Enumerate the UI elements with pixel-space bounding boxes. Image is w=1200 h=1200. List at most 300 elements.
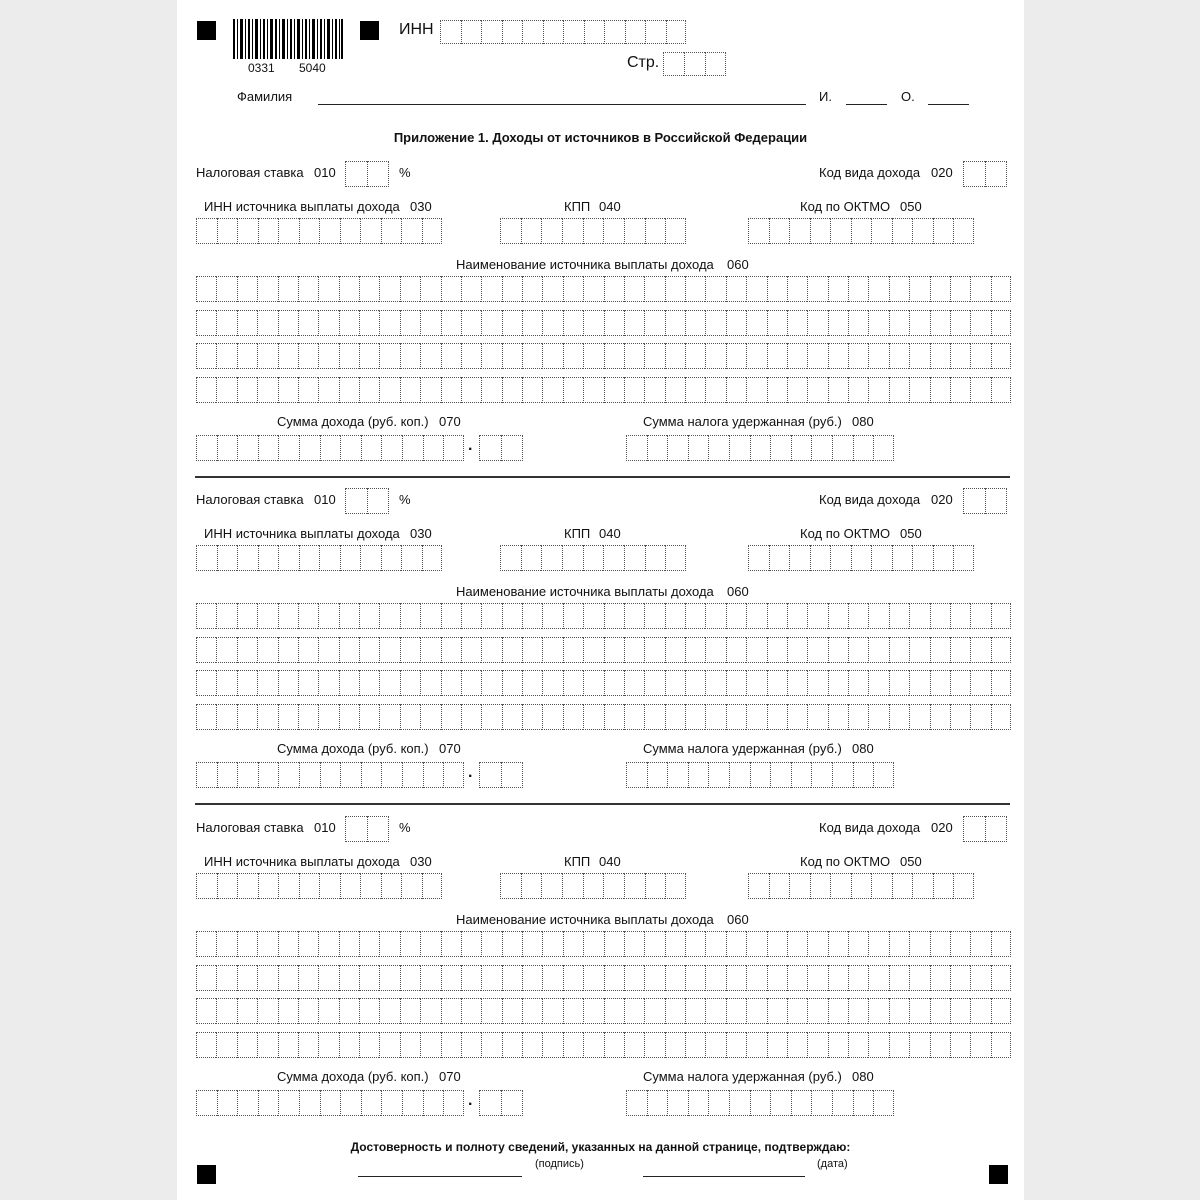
- input-cell[interactable]: [644, 670, 664, 696]
- input-cell[interactable]: [810, 545, 831, 571]
- input-cell[interactable]: [807, 965, 827, 991]
- input-cell[interactable]: [422, 218, 443, 244]
- input-cell[interactable]: [685, 603, 705, 629]
- input-cell[interactable]: [502, 276, 522, 302]
- input-cell[interactable]: [237, 1090, 258, 1116]
- source-name-field[interactable]: [196, 670, 1011, 696]
- input-cell[interactable]: [688, 762, 709, 788]
- input-cell[interactable]: [789, 218, 810, 244]
- input-cell[interactable]: [481, 704, 501, 730]
- date-field[interactable]: [643, 1176, 805, 1177]
- input-cell[interactable]: [909, 931, 929, 957]
- input-cell[interactable]: [950, 637, 970, 663]
- input-cell[interactable]: [848, 1032, 868, 1058]
- input-cell[interactable]: [624, 218, 645, 244]
- input-cell[interactable]: [216, 637, 236, 663]
- input-cell[interactable]: [705, 52, 726, 76]
- input-cell[interactable]: [767, 343, 787, 369]
- input-cell[interactable]: [278, 670, 298, 696]
- input-cell[interactable]: [726, 670, 746, 696]
- input-cell[interactable]: [420, 931, 440, 957]
- inn-source-field[interactable]: [196, 545, 442, 571]
- input-cell[interactable]: [950, 276, 970, 302]
- input-cell[interactable]: [873, 762, 894, 788]
- input-cell[interactable]: [708, 762, 729, 788]
- input-cell[interactable]: [665, 670, 685, 696]
- input-cell[interactable]: [339, 637, 359, 663]
- input-cell[interactable]: [583, 276, 603, 302]
- input-cell[interactable]: [950, 377, 970, 403]
- input-cell[interactable]: [868, 377, 888, 403]
- input-cell[interactable]: [807, 343, 827, 369]
- income-sum-kop-field[interactable]: [479, 762, 523, 788]
- input-cell[interactable]: [626, 762, 647, 788]
- input-cell[interactable]: [320, 1090, 341, 1116]
- input-cell[interactable]: [541, 545, 562, 571]
- input-cell[interactable]: [196, 998, 216, 1024]
- input-cell[interactable]: [299, 873, 320, 899]
- input-cell[interactable]: [828, 603, 848, 629]
- input-cell[interactable]: [345, 161, 367, 187]
- input-cell[interactable]: [522, 276, 542, 302]
- input-cell[interactable]: [767, 377, 787, 403]
- input-cell[interactable]: [481, 377, 501, 403]
- input-cell[interactable]: [746, 1032, 766, 1058]
- input-cell[interactable]: [298, 998, 318, 1024]
- input-cell[interactable]: [401, 873, 422, 899]
- input-cell[interactable]: [278, 998, 298, 1024]
- input-cell[interactable]: [340, 218, 361, 244]
- input-cell[interactable]: [909, 637, 929, 663]
- input-cell[interactable]: [361, 435, 382, 461]
- input-cell[interactable]: [481, 20, 502, 44]
- input-cell[interactable]: [196, 637, 216, 663]
- input-cell[interactable]: [853, 762, 874, 788]
- input-cell[interactable]: [970, 276, 990, 302]
- input-cell[interactable]: [665, 343, 685, 369]
- input-cell[interactable]: [930, 637, 950, 663]
- input-cell[interactable]: [481, 276, 501, 302]
- input-cell[interactable]: [542, 276, 562, 302]
- input-cell[interactable]: [868, 931, 888, 957]
- input-cell[interactable]: [339, 931, 359, 957]
- input-cell[interactable]: [481, 998, 501, 1024]
- input-cell[interactable]: [726, 965, 746, 991]
- input-cell[interactable]: [787, 931, 807, 957]
- input-cell[interactable]: [624, 343, 644, 369]
- input-cell[interactable]: [685, 343, 705, 369]
- input-cell[interactable]: [367, 161, 389, 187]
- input-cell[interactable]: [909, 310, 929, 336]
- input-cell[interactable]: [217, 435, 238, 461]
- tax-sum-field[interactable]: [626, 435, 894, 461]
- input-cell[interactable]: [970, 637, 990, 663]
- input-cell[interactable]: [502, 343, 522, 369]
- input-cell[interactable]: [216, 704, 236, 730]
- input-cell[interactable]: [379, 603, 399, 629]
- input-cell[interactable]: [685, 377, 705, 403]
- input-cell[interactable]: [420, 603, 440, 629]
- input-cell[interactable]: [522, 670, 542, 696]
- input-cell[interactable]: [685, 704, 705, 730]
- input-cell[interactable]: [807, 1032, 827, 1058]
- input-cell[interactable]: [583, 931, 603, 957]
- input-cell[interactable]: [402, 1090, 423, 1116]
- input-cell[interactable]: [237, 603, 257, 629]
- input-cell[interactable]: [665, 931, 685, 957]
- input-cell[interactable]: [257, 1032, 277, 1058]
- input-cell[interactable]: [420, 704, 440, 730]
- input-cell[interactable]: [217, 1090, 238, 1116]
- input-cell[interactable]: [298, 704, 318, 730]
- input-cell[interactable]: [624, 1032, 644, 1058]
- input-cell[interactable]: [481, 603, 501, 629]
- input-cell[interactable]: [746, 704, 766, 730]
- input-cell[interactable]: [422, 545, 443, 571]
- input-cell[interactable]: [930, 965, 950, 991]
- input-cell[interactable]: [787, 377, 807, 403]
- input-cell[interactable]: [583, 965, 603, 991]
- input-cell[interactable]: [583, 998, 603, 1024]
- input-cell[interactable]: [359, 931, 379, 957]
- input-cell[interactable]: [746, 670, 766, 696]
- input-cell[interactable]: [257, 704, 277, 730]
- input-cell[interactable]: [624, 998, 644, 1024]
- input-cell[interactable]: [258, 545, 279, 571]
- income-sum-rub-field[interactable]: [196, 435, 464, 461]
- input-cell[interactable]: [278, 218, 299, 244]
- input-cell[interactable]: [950, 1032, 970, 1058]
- input-cell[interactable]: [705, 637, 725, 663]
- input-cell[interactable]: [501, 762, 523, 788]
- input-cell[interactable]: [647, 1090, 668, 1116]
- input-cell[interactable]: [339, 670, 359, 696]
- input-cell[interactable]: [237, 637, 257, 663]
- input-cell[interactable]: [522, 310, 542, 336]
- input-cell[interactable]: [522, 343, 542, 369]
- input-cell[interactable]: [441, 276, 461, 302]
- input-cell[interactable]: [909, 276, 929, 302]
- input-cell[interactable]: [563, 20, 584, 44]
- input-cell[interactable]: [705, 310, 725, 336]
- input-cell[interactable]: [278, 762, 299, 788]
- input-cell[interactable]: [828, 310, 848, 336]
- input-cell[interactable]: [604, 603, 624, 629]
- input-cell[interactable]: [420, 998, 440, 1024]
- input-cell[interactable]: [359, 670, 379, 696]
- input-cell[interactable]: [278, 310, 298, 336]
- input-cell[interactable]: [953, 218, 974, 244]
- input-cell[interactable]: [583, 377, 603, 403]
- input-cell[interactable]: [930, 310, 950, 336]
- input-cell[interactable]: [665, 704, 685, 730]
- input-cell[interactable]: [787, 704, 807, 730]
- input-cell[interactable]: [963, 161, 985, 187]
- input-cell[interactable]: [750, 1090, 771, 1116]
- input-cell[interactable]: [196, 377, 216, 403]
- input-cell[interactable]: [889, 310, 909, 336]
- input-cell[interactable]: [930, 276, 950, 302]
- input-cell[interactable]: [624, 704, 644, 730]
- input-cell[interactable]: [360, 545, 381, 571]
- input-cell[interactable]: [868, 670, 888, 696]
- input-cell[interactable]: [705, 998, 725, 1024]
- input-cell[interactable]: [950, 670, 970, 696]
- source-name-field[interactable]: [196, 1032, 1011, 1058]
- input-cell[interactable]: [542, 377, 562, 403]
- input-cell[interactable]: [685, 965, 705, 991]
- input-cell[interactable]: [320, 762, 341, 788]
- input-cell[interactable]: [481, 965, 501, 991]
- input-cell[interactable]: [400, 704, 420, 730]
- input-cell[interactable]: [196, 603, 216, 629]
- input-cell[interactable]: [624, 637, 644, 663]
- input-cell[interactable]: [848, 637, 868, 663]
- input-cell[interactable]: [237, 1032, 257, 1058]
- input-cell[interactable]: [604, 670, 624, 696]
- input-cell[interactable]: [379, 310, 399, 336]
- input-cell[interactable]: [665, 873, 686, 899]
- input-cell[interactable]: [791, 762, 812, 788]
- input-cell[interactable]: [871, 545, 892, 571]
- input-cell[interactable]: [278, 603, 298, 629]
- input-cell[interactable]: [828, 931, 848, 957]
- input-cell[interactable]: [729, 435, 750, 461]
- surname-field[interactable]: [318, 104, 806, 105]
- input-cell[interactable]: [950, 998, 970, 1024]
- input-cell[interactable]: [684, 52, 705, 76]
- input-cell[interactable]: [705, 276, 725, 302]
- input-cell[interactable]: [767, 998, 787, 1024]
- income-sum-kop-field[interactable]: [479, 435, 523, 461]
- input-cell[interactable]: [807, 637, 827, 663]
- input-cell[interactable]: [237, 343, 257, 369]
- input-cell[interactable]: [828, 343, 848, 369]
- input-cell[interactable]: [237, 545, 258, 571]
- input-cell[interactable]: [624, 965, 644, 991]
- input-cell[interactable]: [750, 762, 771, 788]
- input-cell[interactable]: [789, 545, 810, 571]
- input-cell[interactable]: [892, 545, 913, 571]
- input-cell[interactable]: [705, 603, 725, 629]
- input-cell[interactable]: [970, 931, 990, 957]
- input-cell[interactable]: [769, 545, 790, 571]
- input-cell[interactable]: [767, 670, 787, 696]
- input-cell[interactable]: [196, 310, 216, 336]
- input-cell[interactable]: [970, 310, 990, 336]
- input-cell[interactable]: [583, 670, 603, 696]
- input-cell[interactable]: [807, 276, 827, 302]
- input-cell[interactable]: [278, 435, 299, 461]
- input-cell[interactable]: [216, 603, 236, 629]
- input-cell[interactable]: [909, 670, 929, 696]
- input-cell[interactable]: [542, 1032, 562, 1058]
- input-cell[interactable]: [873, 435, 894, 461]
- input-cell[interactable]: [746, 276, 766, 302]
- input-cell[interactable]: [912, 545, 933, 571]
- input-cell[interactable]: [216, 310, 236, 336]
- tax-sum-field[interactable]: [626, 1090, 894, 1116]
- input-cell[interactable]: [360, 873, 381, 899]
- income-sum-kop-field[interactable]: [479, 1090, 523, 1116]
- input-cell[interactable]: [299, 762, 320, 788]
- input-cell[interactable]: [257, 343, 277, 369]
- input-cell[interactable]: [563, 637, 583, 663]
- input-cell[interactable]: [685, 931, 705, 957]
- input-cell[interactable]: [381, 435, 402, 461]
- input-cell[interactable]: [644, 704, 664, 730]
- input-cell[interactable]: [318, 704, 338, 730]
- input-cell[interactable]: [502, 310, 522, 336]
- input-cell[interactable]: [889, 343, 909, 369]
- input-cell[interactable]: [543, 20, 564, 44]
- input-cell[interactable]: [562, 545, 583, 571]
- input-cell[interactable]: [345, 488, 367, 514]
- input-cell[interactable]: [892, 873, 913, 899]
- input-cell[interactable]: [401, 545, 422, 571]
- input-cell[interactable]: [950, 704, 970, 730]
- input-cell[interactable]: [522, 1032, 542, 1058]
- input-cell[interactable]: [258, 762, 279, 788]
- input-cell[interactable]: [583, 545, 604, 571]
- input-cell[interactable]: [647, 435, 668, 461]
- input-cell[interactable]: [950, 603, 970, 629]
- input-cell[interactable]: [705, 343, 725, 369]
- input-cell[interactable]: [604, 637, 624, 663]
- input-cell[interactable]: [787, 670, 807, 696]
- input-cell[interactable]: [889, 670, 909, 696]
- input-cell[interactable]: [665, 965, 685, 991]
- input-cell[interactable]: [848, 343, 868, 369]
- input-cell[interactable]: [502, 637, 522, 663]
- input-cell[interactable]: [502, 377, 522, 403]
- input-cell[interactable]: [359, 310, 379, 336]
- income-sum-rub-field[interactable]: [196, 762, 464, 788]
- input-cell[interactable]: [237, 931, 257, 957]
- input-cell[interactable]: [461, 20, 482, 44]
- input-cell[interactable]: [848, 310, 868, 336]
- input-cell[interactable]: [604, 965, 624, 991]
- input-cell[interactable]: [750, 435, 771, 461]
- input-cell[interactable]: [726, 998, 746, 1024]
- kpp-field[interactable]: [500, 218, 686, 244]
- input-cell[interactable]: [889, 1032, 909, 1058]
- input-cell[interactable]: [361, 762, 382, 788]
- input-cell[interactable]: [319, 873, 340, 899]
- input-cell[interactable]: [298, 1032, 318, 1058]
- input-cell[interactable]: [583, 637, 603, 663]
- input-cell[interactable]: [340, 873, 361, 899]
- input-cell[interactable]: [665, 276, 685, 302]
- input-cell[interactable]: [479, 435, 501, 461]
- input-cell[interactable]: [440, 20, 461, 44]
- input-cell[interactable]: [443, 762, 464, 788]
- input-cell[interactable]: [318, 343, 338, 369]
- input-cell[interactable]: [644, 965, 664, 991]
- input-cell[interactable]: [963, 816, 985, 842]
- input-cell[interactable]: [441, 670, 461, 696]
- input-cell[interactable]: [318, 603, 338, 629]
- input-cell[interactable]: [950, 343, 970, 369]
- input-cell[interactable]: [930, 343, 950, 369]
- input-cell[interactable]: [909, 965, 929, 991]
- input-cell[interactable]: [400, 276, 420, 302]
- input-cell[interactable]: [604, 931, 624, 957]
- source-name-field[interactable]: [196, 603, 1011, 629]
- input-cell[interactable]: [726, 637, 746, 663]
- input-cell[interactable]: [318, 998, 338, 1024]
- input-cell[interactable]: [603, 218, 624, 244]
- input-cell[interactable]: [991, 931, 1011, 957]
- input-cell[interactable]: [522, 637, 542, 663]
- income-code-field[interactable]: [963, 816, 1007, 842]
- input-cell[interactable]: [604, 998, 624, 1024]
- input-cell[interactable]: [748, 218, 769, 244]
- input-cell[interactable]: [443, 1090, 464, 1116]
- input-cell[interactable]: [359, 998, 379, 1024]
- input-cell[interactable]: [359, 637, 379, 663]
- input-cell[interactable]: [400, 1032, 420, 1058]
- input-cell[interactable]: [871, 218, 892, 244]
- input-cell[interactable]: [257, 670, 277, 696]
- input-cell[interactable]: [278, 965, 298, 991]
- input-cell[interactable]: [787, 637, 807, 663]
- input-cell[interactable]: [991, 998, 1011, 1024]
- input-cell[interactable]: [665, 218, 686, 244]
- input-cell[interactable]: [868, 1032, 888, 1058]
- input-cell[interactable]: [502, 1032, 522, 1058]
- input-cell[interactable]: [851, 873, 872, 899]
- input-cell[interactable]: [688, 1090, 709, 1116]
- input-cell[interactable]: [522, 20, 543, 44]
- input-cell[interactable]: [584, 20, 605, 44]
- input-cell[interactable]: [522, 965, 542, 991]
- input-cell[interactable]: [767, 1032, 787, 1058]
- input-cell[interactable]: [828, 704, 848, 730]
- input-cell[interactable]: [748, 545, 769, 571]
- input-cell[interactable]: [216, 965, 236, 991]
- input-cell[interactable]: [563, 377, 583, 403]
- page-number-field[interactable]: [663, 52, 726, 76]
- input-cell[interactable]: [644, 998, 664, 1024]
- input-cell[interactable]: [196, 704, 216, 730]
- input-cell[interactable]: [257, 603, 277, 629]
- input-cell[interactable]: [912, 218, 933, 244]
- input-cell[interactable]: [828, 1032, 848, 1058]
- input-cell[interactable]: [645, 873, 666, 899]
- input-cell[interactable]: [420, 670, 440, 696]
- input-cell[interactable]: [991, 343, 1011, 369]
- input-cell[interactable]: [217, 218, 238, 244]
- input-cell[interactable]: [542, 310, 562, 336]
- input-cell[interactable]: [950, 965, 970, 991]
- input-cell[interactable]: [726, 377, 746, 403]
- input-cell[interactable]: [196, 1090, 217, 1116]
- input-cell[interactable]: [665, 377, 685, 403]
- input-cell[interactable]: [868, 965, 888, 991]
- input-cell[interactable]: [237, 704, 257, 730]
- input-cell[interactable]: [970, 704, 990, 730]
- input-cell[interactable]: [848, 670, 868, 696]
- input-cell[interactable]: [563, 931, 583, 957]
- input-cell[interactable]: [930, 931, 950, 957]
- input-cell[interactable]: [851, 218, 872, 244]
- input-cell[interactable]: [420, 637, 440, 663]
- input-cell[interactable]: [420, 377, 440, 403]
- input-cell[interactable]: [767, 931, 787, 957]
- input-cell[interactable]: [604, 310, 624, 336]
- source-name-field[interactable]: [196, 998, 1011, 1024]
